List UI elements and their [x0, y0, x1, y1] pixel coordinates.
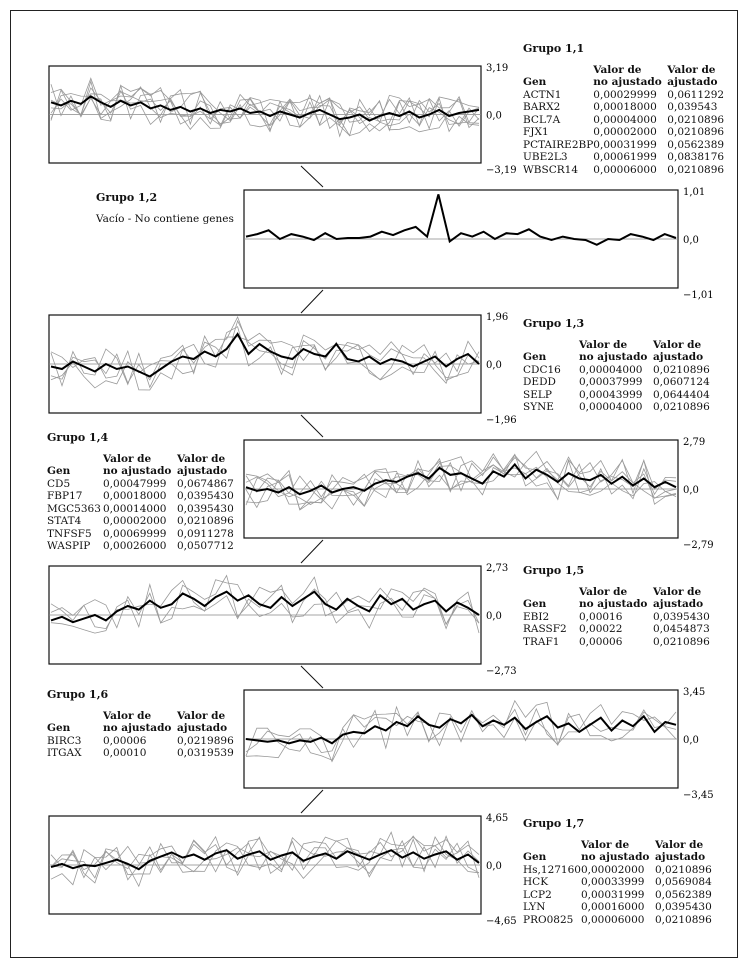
table-row [47, 735, 234, 748]
y-zero-label: 0,0 [486, 611, 502, 622]
y-max-label: 1,01 [683, 187, 706, 198]
table-header-row [523, 64, 724, 77]
group-title: Grupo 1,1 [523, 42, 585, 55]
table-cell: 0,00004000 [579, 401, 643, 413]
header-cell: ajustado [177, 722, 228, 734]
group-1-2-panel [96, 192, 234, 225]
table-cell: 0,00010 [103, 747, 147, 759]
header-cell: Valor de [579, 338, 628, 351]
table-cell: ACTN1 [523, 88, 562, 101]
table-cell: 0,00043999 [579, 388, 643, 401]
y-zero-label: 0,0 [486, 861, 502, 872]
connector-line [301, 666, 323, 688]
group-1-4-panel [47, 432, 234, 553]
table-cell: ITGAX [47, 747, 82, 759]
table-row [47, 490, 234, 503]
gene-profile-line [51, 84, 479, 135]
header-cell [47, 710, 103, 723]
table-row [523, 114, 724, 127]
table-cell: 0,0562389 [654, 888, 712, 901]
header-cell: Valor de [177, 452, 226, 465]
table-cell: TNFSF5 [47, 527, 92, 540]
table-cell: 0,00026000 [103, 540, 167, 552]
table-cell: 0,0319539 [177, 747, 234, 759]
table-cell: 0,0210896 [654, 863, 712, 876]
y-min-label: −2,79 [683, 540, 714, 551]
table-cell: 0,00002000 [580, 863, 645, 876]
table-row [523, 164, 724, 177]
table-cell: BCL7A [523, 113, 561, 126]
table-cell: 0,00069999 [103, 527, 167, 540]
table-cell: 0,0911278 [177, 527, 234, 540]
table-cell: WBSCR14 [523, 163, 579, 176]
header-cell: no ajustado [593, 76, 662, 88]
connector-line [301, 790, 323, 813]
table-cell: 0,0210896 [667, 113, 725, 126]
table-row [523, 126, 724, 139]
y-zero-label: 0,0 [486, 110, 502, 122]
y-zero-label: 0,0 [683, 485, 699, 496]
header-cell: Gen [523, 76, 547, 88]
table-cell: LYN [523, 901, 546, 913]
header-cell: no ajustado [103, 465, 172, 477]
table-cell: 0,00018000 [593, 101, 657, 113]
gene-table [523, 586, 710, 649]
y-max-label: 2,73 [486, 563, 509, 574]
header-cell: Gen [523, 851, 547, 863]
table-cell: 0,00018000 [103, 490, 167, 502]
gene-profile-line [51, 78, 479, 135]
table-header-row [47, 465, 234, 478]
table-cell: 0,0562389 [667, 138, 725, 151]
header-cell: no ajustado [580, 851, 650, 863]
table-cell: 0,039543 [667, 101, 718, 113]
table-cell: 0,00002000 [593, 126, 657, 138]
header-cell: no ajustado [579, 351, 648, 363]
y-min-label: −2,73 [486, 666, 517, 677]
table-cell: 0,0210896 [667, 163, 725, 176]
table-row [523, 864, 712, 877]
table-cell: 0,0674867 [177, 477, 234, 490]
table-cell: 0,0395430 [177, 490, 234, 502]
header-cell: ajustado [177, 465, 228, 477]
group-note: Vacío - No contiene genes [96, 212, 234, 225]
header-cell: ajustado [653, 598, 704, 610]
gene-table [523, 64, 724, 177]
table-row [523, 376, 710, 389]
table-row [523, 889, 712, 902]
header-cell: Valor de [667, 63, 716, 76]
table-header-row [47, 722, 234, 735]
table-cell: 0,0454873 [653, 623, 710, 635]
table-header-row [523, 851, 712, 864]
header-cell: Valor de [177, 709, 226, 722]
header-cell: Valor de [103, 452, 152, 465]
table-cell: 0,0210896 [653, 635, 710, 648]
header-cell: Valor de [653, 585, 702, 598]
mean-profile-line [51, 592, 479, 623]
table-cell: 0,00006000 [580, 913, 645, 926]
table-cell: 0,00033999 [580, 876, 645, 888]
table-cell: BIRC3 [47, 734, 82, 747]
table-cell: 0,00016 [579, 610, 623, 623]
table-row [47, 540, 234, 553]
gene-table [523, 839, 712, 927]
table-cell: HCK [523, 876, 549, 888]
header-cell: Valor de [593, 63, 642, 76]
mean-profile-line [246, 194, 676, 244]
header-cell: Gen [523, 598, 547, 610]
connector-line [301, 166, 323, 187]
table-cell: 0,0210896 [177, 515, 234, 527]
group-title: Grupo 1,4 [47, 431, 109, 444]
y-min-label: −1,01 [683, 290, 714, 301]
table-row [523, 401, 710, 414]
y-max-label: 3,45 [683, 687, 706, 698]
header-cell: Valor de [653, 338, 702, 351]
table-cell: 0,0838176 [667, 151, 725, 163]
table-cell: 0,00022 [579, 623, 623, 635]
table-cell: 0,0210896 [653, 401, 710, 413]
table-cell: CDC16 [523, 363, 561, 376]
table-cell: 0,0210896 [667, 126, 725, 138]
table-cell: 0,00031999 [593, 138, 657, 151]
table-cell: 0,00004000 [593, 113, 657, 126]
gene-profile-line [246, 709, 676, 760]
table-cell: BARX2 [523, 101, 561, 113]
table-row [523, 101, 724, 114]
connector-line [301, 290, 323, 313]
group-title: Grupo 1,5 [523, 564, 585, 577]
table-cell: 0,0395430 [177, 502, 234, 515]
gene-profile-line [246, 454, 676, 504]
gene-profile-line [246, 701, 676, 756]
table-row [47, 503, 234, 516]
header-cell: ajustado [653, 351, 704, 363]
table-cell: 0,00004000 [579, 363, 643, 376]
table-row [523, 89, 724, 102]
table-cell: 0,00037999 [579, 376, 643, 388]
table-row [47, 528, 234, 541]
header-cell: Gen [47, 722, 71, 734]
y-max-label: 4,65 [486, 813, 509, 824]
gene-profile-line [51, 327, 479, 390]
gene-profile-line [246, 455, 676, 509]
gene-table [523, 339, 710, 414]
table-row [523, 389, 710, 402]
group-title: Grupo 1,3 [523, 317, 585, 330]
connector-line [301, 415, 323, 437]
gene-profile-line [51, 86, 479, 132]
header-cell [47, 453, 103, 466]
table-cell: 0,00031999 [580, 888, 645, 901]
table-cell: WASPIP [47, 540, 91, 552]
table-row [523, 364, 710, 377]
group-title: Grupo 1,7 [523, 817, 585, 830]
header-cell: Valor de [654, 838, 704, 851]
table-header-row [523, 586, 710, 599]
gene-table [47, 710, 234, 760]
table-cell: DEDD [523, 376, 556, 388]
table-header-row [523, 351, 710, 364]
table-row [523, 901, 712, 914]
table-row [523, 139, 724, 152]
table-cell: 0,00006 [579, 635, 623, 648]
table-cell: LCP2 [523, 888, 552, 901]
gene-table [47, 453, 234, 553]
table-cell: 0,0219896 [177, 734, 234, 747]
table-cell: SELP [523, 388, 552, 401]
y-max-label: 1,96 [486, 312, 509, 323]
group-1-1-panel [523, 43, 724, 176]
table-row [523, 151, 724, 164]
y-max-label: 2,79 [683, 437, 706, 448]
table-row [523, 623, 710, 636]
table-cell: 0,0210896 [653, 363, 710, 376]
y-min-label: −1,96 [486, 415, 517, 426]
group-1-3-panel [523, 318, 710, 414]
group-1-6-panel [47, 689, 234, 760]
table-cell: SYNE [523, 401, 554, 413]
group-title: Grupo 1,6 [47, 688, 109, 701]
table-cell: 0,0210896 [654, 913, 712, 926]
table-cell: 0,00006 [103, 734, 147, 747]
y-zero-label: 0,0 [683, 735, 699, 746]
y-min-label: −3,45 [683, 790, 714, 801]
table-row [47, 478, 234, 491]
header-cell: ajustado [667, 76, 718, 88]
table-cell: 0,0569084 [654, 876, 712, 888]
table-cell: FBP17 [47, 490, 83, 502]
header-cell: no ajustado [103, 722, 172, 734]
table-cell: UBE2L3 [523, 151, 568, 163]
header-cell [523, 586, 579, 599]
table-cell: 0,0607124 [653, 376, 710, 388]
table-cell: PCTAIRE2BP [523, 138, 594, 151]
header-cell: Gen [47, 465, 71, 477]
table-cell: 0,00029999 [593, 88, 657, 101]
header-cell: Valor de [103, 709, 152, 722]
header-cell: Valor de [580, 838, 630, 851]
table-cell: 0,0507712 [177, 540, 234, 552]
group-title: Grupo 1,2 [96, 191, 158, 204]
table-cell: 0,00061999 [593, 151, 657, 163]
table-row [47, 515, 234, 528]
table-cell: TRAF1 [523, 635, 560, 648]
header-cell [523, 339, 579, 352]
table-cell: Hs,127160 [523, 863, 581, 876]
table-header-row [523, 76, 724, 89]
y-max-label: 3,19 [486, 63, 509, 74]
table-cell: 0,00016000 [580, 901, 645, 913]
table-row [47, 747, 234, 760]
table-header-row [523, 598, 710, 611]
table-header-row [523, 339, 710, 352]
table-row [523, 876, 712, 889]
table-cell: CD5 [47, 477, 71, 490]
table-cell: RASSF2 [523, 623, 567, 635]
table-cell: EBI2 [523, 610, 550, 623]
table-header-row [523, 839, 712, 852]
header-cell: Valor de [579, 585, 628, 598]
header-cell [523, 64, 593, 77]
y-min-label: −3,19 [486, 165, 517, 176]
table-cell: 0,00014000 [103, 502, 167, 515]
group-1-5-panel [523, 565, 710, 648]
table-cell: 0,0395430 [653, 610, 710, 623]
gene-profile-line [51, 321, 479, 387]
header-cell: ajustado [654, 851, 706, 863]
table-cell: 0,00006000 [593, 163, 657, 176]
group-1-7-panel [523, 818, 712, 926]
header-cell: no ajustado [579, 598, 648, 610]
table-row [523, 636, 710, 649]
table-cell: STAT4 [47, 515, 82, 527]
table-cell: 0,0395430 [654, 901, 712, 913]
header-cell [523, 839, 581, 852]
y-zero-label: 0,0 [683, 235, 699, 246]
y-zero-label: 0,0 [486, 360, 502, 371]
table-cell: MGC5363 [47, 502, 101, 515]
connector-line [301, 540, 323, 563]
table-row [523, 611, 710, 624]
table-cell: FJX1 [523, 126, 549, 138]
header-cell: Gen [523, 351, 547, 363]
table-cell: 0,0611292 [667, 88, 725, 101]
table-header-row [47, 710, 234, 723]
table-cell: 0,0644404 [653, 388, 710, 401]
table-cell: PRO0825 [523, 913, 574, 926]
table-header-row [47, 453, 234, 466]
table-cell: 0,00002000 [103, 515, 167, 527]
y-min-label: −4,65 [486, 916, 517, 927]
table-row [523, 914, 712, 927]
table-cell: 0,00047999 [103, 477, 167, 490]
